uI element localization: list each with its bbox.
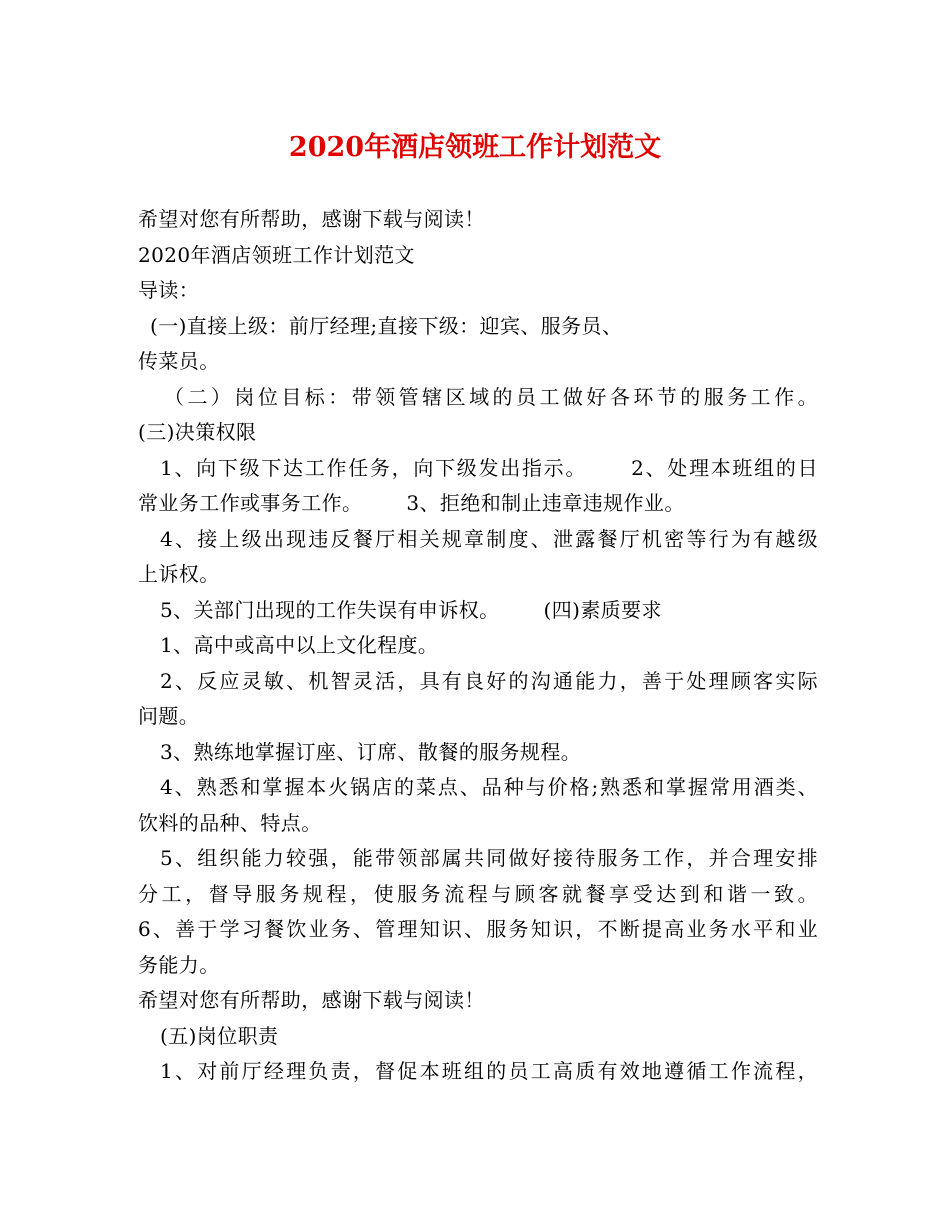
text-line xyxy=(138,1019,818,1055)
text-line xyxy=(138,841,818,877)
text-segment: 分工，督导服务规程，使服务流程与顾客就餐享受达到和谐一致。 xyxy=(138,881,818,906)
text-line xyxy=(138,912,818,948)
text-segment: 3、拒绝和制止违章违规作业。 xyxy=(406,491,685,515)
text-line xyxy=(138,309,818,345)
text-line xyxy=(138,202,818,238)
text-segment: (三)决策权限 xyxy=(138,420,257,444)
text-segment: 饮料的品种、特点。 xyxy=(138,810,322,835)
text-segment: 务能力。 xyxy=(138,952,220,977)
text-segment: 2、反应灵敏、机智灵活，具有良好的沟通能力，善于处理顾客实际 xyxy=(160,668,818,693)
text-line xyxy=(138,770,818,806)
text-segment: (五)岗位职责 xyxy=(160,1023,279,1048)
text-line xyxy=(138,1054,818,1090)
text-line xyxy=(138,522,818,558)
text-line xyxy=(138,628,818,664)
text-line xyxy=(138,380,818,416)
text-segment: 4、接上级出现违反餐厅相关规章制度、泄露餐厅机密等行为有越级 xyxy=(160,526,818,551)
text-segment: 希望对您有所帮助，感谢下载与阅读！ xyxy=(138,988,485,1012)
text-segment: 1、向下级下达工作任务，向下级发出指示。 xyxy=(160,455,588,480)
document-body xyxy=(138,202,818,1090)
text-segment: 常业务工作或事务工作。 xyxy=(138,491,363,515)
text-segment: 3、熟练地掌握订座、订席、散餐的服务规程。 xyxy=(160,739,582,764)
text-segment: 传菜员。 xyxy=(138,349,220,373)
text-line xyxy=(138,699,818,735)
text-segment: 上诉权。 xyxy=(138,562,220,586)
text-line xyxy=(138,557,818,593)
text-segment: 5、关部门出现的工作失误有申诉权。 xyxy=(160,597,500,622)
text-segment: 问题。 xyxy=(138,704,200,728)
text-segment: 希望对您有所帮助，感谢下载与阅读！ xyxy=(138,207,485,231)
text-line xyxy=(138,451,818,487)
text-segment: 2020年酒店领班工作计划范文 xyxy=(138,242,415,267)
text-segment: （二）岗位目标：带领管辖区域的员工做好各环节的服务工作。 xyxy=(164,384,818,409)
text-segment: (四)素质要求 xyxy=(543,597,662,622)
text-segment: 5、组织能力较强，能带领部属共同做好接待服务工作，并合理安排 xyxy=(160,846,818,870)
text-line xyxy=(138,664,818,700)
text-segment: 导读： xyxy=(138,278,200,302)
text-segment: (一)直接上级：前厅经理;直接下级：迎宾、服务员、 xyxy=(150,313,623,338)
text-line xyxy=(138,344,818,380)
text-line xyxy=(138,273,818,309)
text-line xyxy=(138,806,818,842)
text-line xyxy=(138,593,818,629)
page-title: 2020年酒店领班工作计划范文 xyxy=(288,132,662,163)
text-segment: 1、高中或高中以上文化程度。 xyxy=(160,633,439,657)
text-line xyxy=(138,415,818,451)
text-segment: 2、处理本班组的日 xyxy=(631,455,818,480)
text-segment: 6、善于学习餐饮业务、管理知识、服务知识，不断提高业务水平和业 xyxy=(138,917,818,941)
text-line xyxy=(138,948,818,984)
text-segment: 1、对前厅经理负责，督促本班组的员工高质有效地遵循工作流程， xyxy=(160,1059,818,1083)
text-line xyxy=(138,983,818,1019)
text-line xyxy=(138,735,818,771)
text-line xyxy=(138,877,818,913)
text-line xyxy=(138,238,818,274)
text-segment: 4、熟悉和掌握本火锅店的菜点、品种与价格;熟悉和掌握常用酒类、 xyxy=(160,775,818,799)
text-line xyxy=(138,486,818,522)
